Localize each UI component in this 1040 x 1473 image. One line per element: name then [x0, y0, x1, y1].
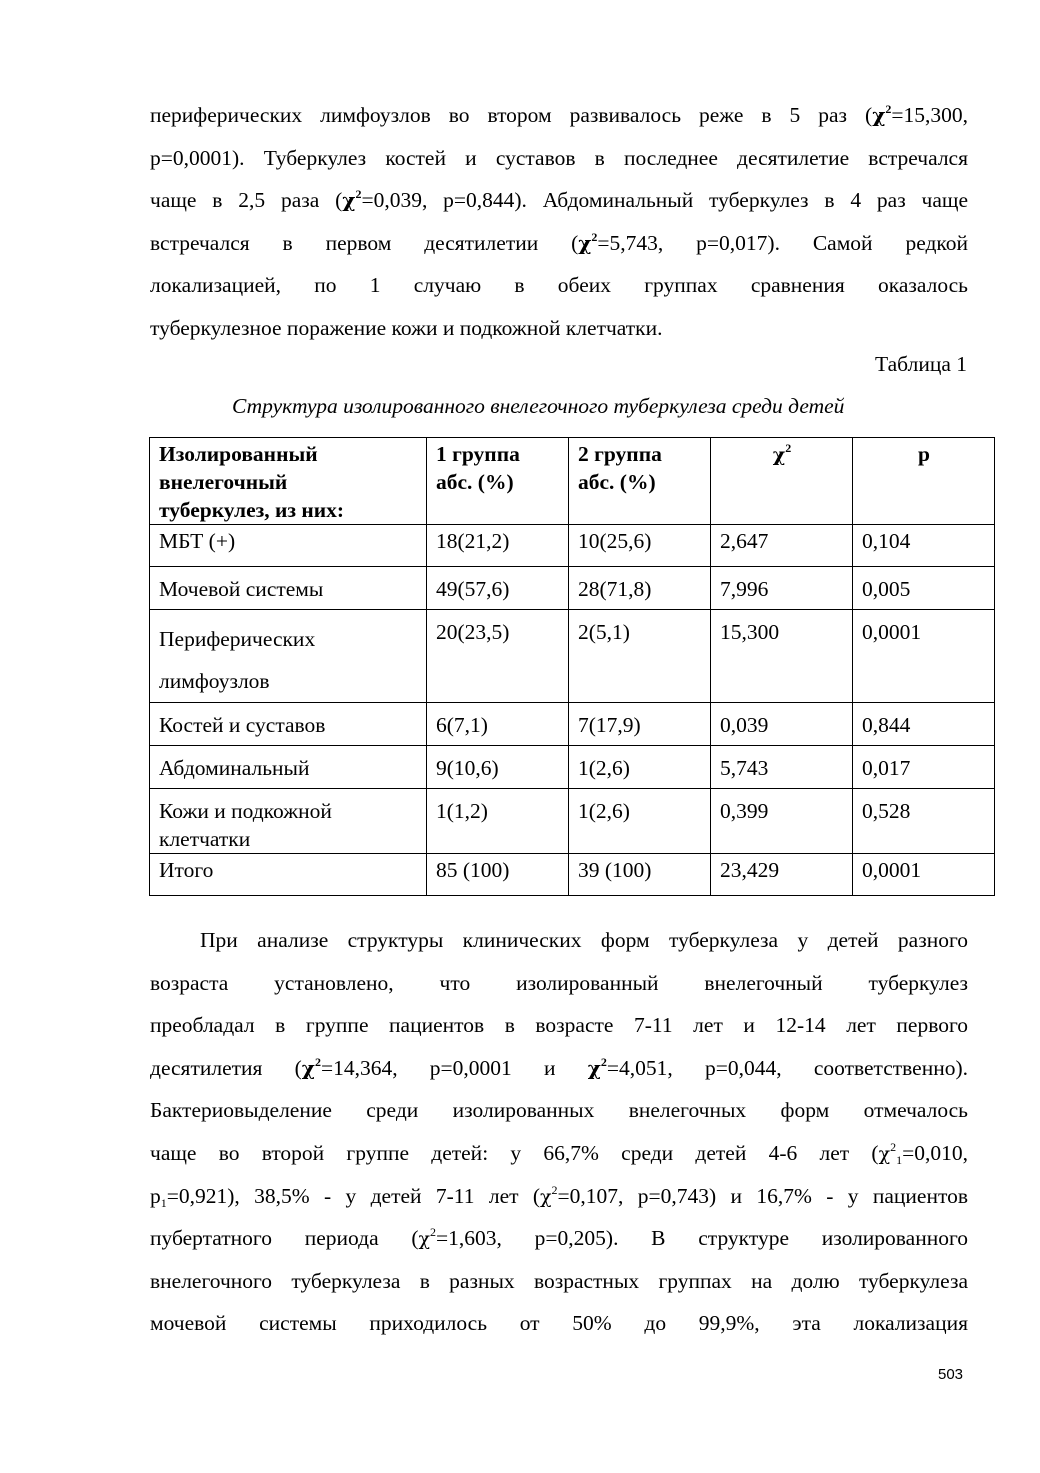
row-chi-square: 2,647	[711, 525, 853, 567]
table-row	[150, 567, 995, 610]
row-p-value: 0,0001	[853, 610, 995, 703]
row-group-2: 1(2,6)	[569, 789, 711, 854]
paragraph-2-line-1: При анализе структуры клинических форм туберкулеза у детей разного	[200, 928, 968, 952]
row-p-value: 0,017	[853, 746, 995, 789]
row-group-2: 2(5,1)	[569, 610, 711, 703]
paragraph-1-line-4: встречался в первом десятилетии ($\chi^2=5,743$, p=0,017). Самой редкой	[150, 229, 968, 255]
paragraph-2	[150, 919, 968, 1345]
paragraph-2-line-10: мочевой системы приходилось от 50% до 99,9%, эта локализация	[150, 1311, 968, 1336]
paragraph-2-line-2: возраста установлено, что изолированный внелегочный туберкулез	[150, 970, 968, 995]
row-group-2: 28(71,8)	[569, 567, 711, 610]
header-group-2: 2 группа абс. (%)	[569, 438, 711, 525]
row-p-value: 0,005	[853, 567, 995, 610]
table-title: Структура изолированного внелегочного туберкулеза среди детей	[232, 394, 845, 418]
table-row	[150, 610, 995, 703]
paragraph-1-line-2: p=0,0001). Туберкулез костей и суставов в последнее десятилетие встречался	[150, 145, 968, 170]
row-group-2: 1(2,6)	[569, 746, 711, 789]
header-localization: Изолированный внелегочный туберкулез, из них:	[150, 438, 427, 525]
row-p-value: 0,844	[853, 703, 995, 746]
row-chi-square: 5,743	[711, 746, 853, 789]
row-p-value: 0,528	[853, 789, 995, 854]
paragraph-2-line-8: пубертатного периода ($\chi^2=1,603$, p=0,205). В структуре изолированного	[150, 1225, 969, 1251]
table-header-row	[150, 438, 995, 525]
paragraph-2-line-5: Бактериовыделение среди изолированных внелегочных форм отмечалось	[150, 1098, 968, 1123]
paragraph-1-line-1: периферических лимфоузлов во втором развивалось реже в 5 раз ($\chi^2=15,300$,	[150, 102, 968, 127]
table-row	[150, 789, 995, 854]
paragraph-1-line-6: туберкулезное поражение кожи и подкожной клетчатки.	[150, 315, 663, 340]
row-group-2: 7(17,9)	[569, 703, 711, 746]
row-name: Итого	[150, 854, 427, 896]
table-number: Таблица 1	[875, 352, 967, 376]
row-group-1: 49(57,6)	[427, 567, 569, 610]
row-chi-square: 23,429	[711, 854, 853, 896]
row-group-1: 18(21,2)	[427, 525, 569, 567]
row-group-2: 10(25,6)	[569, 525, 711, 567]
row-name: Кожи и подкожной клетчатки	[150, 789, 427, 854]
row-group-1: 20(23,5)	[427, 610, 569, 703]
paragraph-1	[150, 94, 968, 350]
row-group-1: 85 (100)	[427, 854, 569, 896]
row-chi-square: 7,996	[711, 567, 853, 610]
row-name: Периферических лимфоузлов	[150, 610, 427, 703]
paragraph-1-line-5: локализацией, по 1 случаю в обеих группах сравнения оказалось	[150, 273, 968, 298]
row-name: МБТ (+)	[150, 525, 427, 567]
row-p-value: 0,104	[853, 525, 995, 567]
paragraph-2-line-9: внелегочного туберкулеза в разных возрастных группах на долю туберкулеза	[150, 1268, 968, 1293]
row-group-1: 6(7,1)	[427, 703, 569, 746]
row-p-value: 0,0001	[853, 854, 995, 896]
page-number: 503	[938, 1366, 964, 1383]
data-table	[149, 437, 995, 896]
paragraph-2-line-6: чаще во второй группе детей: у 66,7% среди детей 4-6 лет ($\chi^2_1=0,010$,	[150, 1139, 968, 1167]
row-group-1: 9(10,6)	[427, 746, 569, 789]
table-row	[150, 854, 995, 896]
table-row	[150, 525, 995, 567]
row-group-1: 1(1,2)	[427, 789, 569, 854]
header-group-1: 1 группа абс. (%)	[427, 438, 569, 525]
paragraph-2-line-4: десятилетия ($\chi^2=14,364$, p=0,0001 и $\chi^2=4,051$, p=0,044, соответственно).	[150, 1054, 969, 1080]
paragraph-1-line-3: чаще в 2,5 раза ($\chi^2=0,039$, p=0,844). Абдоминальный туберкулез в 4 раз чаще	[150, 187, 968, 213]
paragraph-2-line-3: преобладал в группе пациентов в возрасте 7-11 лет и 12-14 лет первого	[150, 1013, 968, 1038]
row-name: Костей и суставов	[150, 703, 427, 746]
table-row	[150, 746, 995, 789]
row-chi-square: 0,039	[711, 703, 853, 746]
row-group-2: 39 (100)	[569, 854, 711, 896]
row-name: Абдоминальный	[150, 746, 427, 789]
paragraph-2-line-7: $p_1=0,921$), 38,5% - у детей 7-11 лет ($\chi^2=0,107$, p=0,743) и 16,7% - у пациентов	[150, 1182, 968, 1210]
table-row	[150, 703, 995, 746]
row-chi-square: 0,399	[711, 789, 853, 854]
row-name: Мочевой системы	[150, 567, 427, 610]
row-chi-square: 15,300	[711, 610, 853, 703]
header-p-value: p	[853, 438, 995, 525]
header-chi-square: $\chi^2$	[711, 438, 853, 525]
